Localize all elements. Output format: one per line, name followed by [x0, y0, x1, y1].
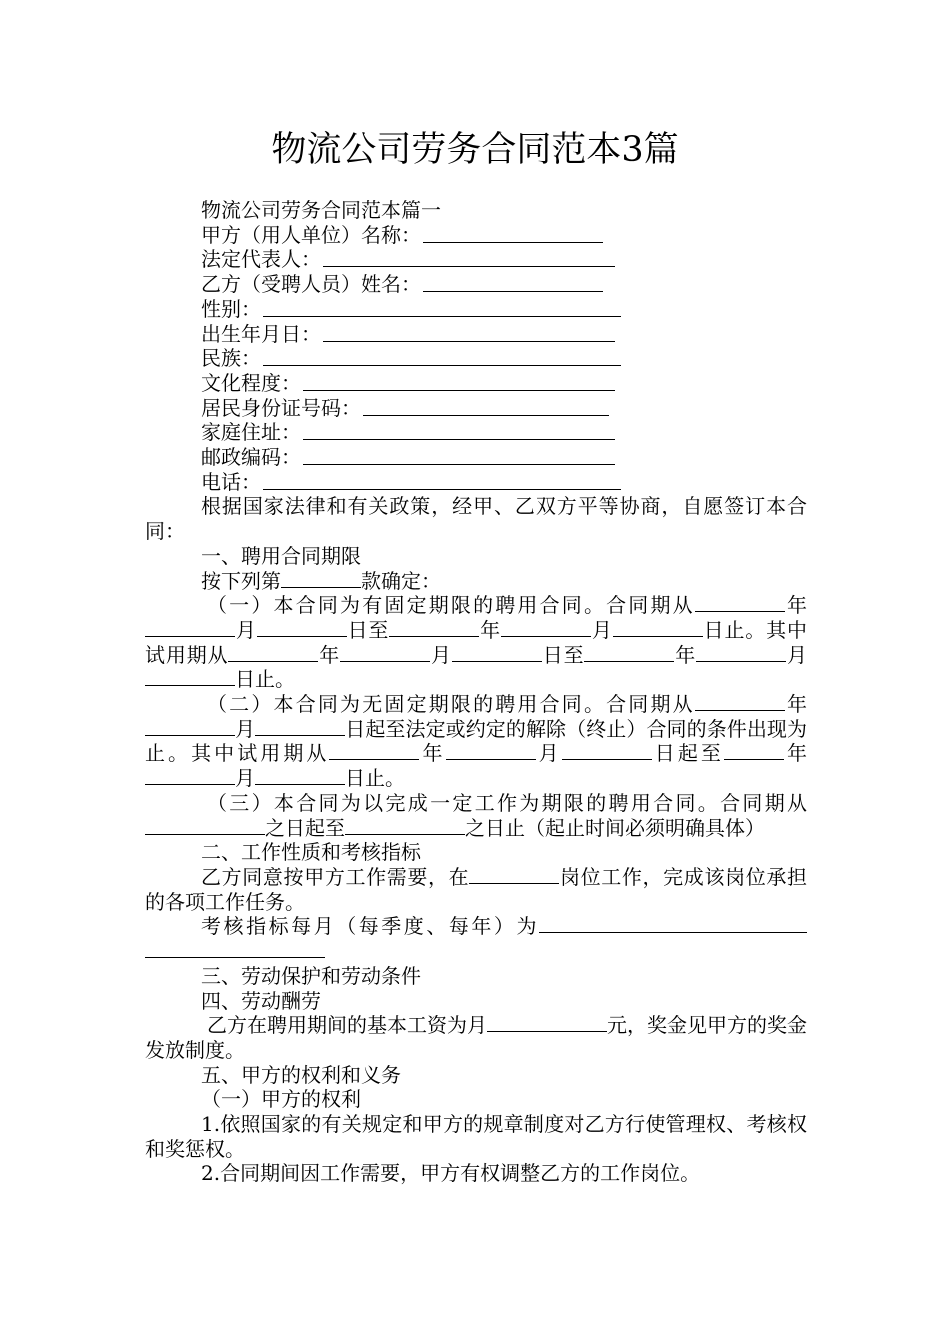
- heading-1: 一、聘用合同期限: [201, 543, 361, 568]
- field-row: [145, 420, 807, 445]
- blank-line: [724, 741, 784, 760]
- blank-line: [323, 322, 615, 342]
- field-row: [145, 371, 807, 396]
- blank-line: [487, 1013, 607, 1032]
- field-row: [145, 297, 807, 322]
- field-label: 民族：: [201, 346, 261, 371]
- field-row: [145, 445, 807, 470]
- field-label: 文化程度：: [201, 370, 301, 395]
- field-row: [145, 346, 807, 371]
- section-heading: 物流公司劳务合同范本篇一: [201, 198, 441, 222]
- field-label: 出生年月日：: [201, 321, 321, 346]
- field-label: 性别：: [201, 296, 261, 321]
- blank-line: [584, 643, 674, 662]
- blank-line: [281, 569, 361, 588]
- blank-line: [255, 766, 345, 785]
- blank-line: [145, 939, 325, 958]
- blank-line: [145, 717, 235, 736]
- blank-line: [452, 643, 542, 662]
- blank-line: [363, 396, 609, 416]
- field-row: [145, 396, 807, 421]
- blank-line: [228, 643, 318, 662]
- blank-line: [696, 643, 786, 662]
- blank-line: [303, 420, 615, 440]
- blank-line: [303, 445, 615, 465]
- document-title: 物流公司劳务合同范本3篇: [271, 130, 679, 170]
- blank-line: [323, 247, 615, 267]
- blank-line: [423, 272, 603, 292]
- blank-line: [613, 618, 703, 637]
- field-row: [145, 470, 807, 495]
- choose-clause: 按下列第 款确定：: [201, 568, 441, 593]
- field-label: 乙方（受聘人员）姓名：: [201, 272, 421, 297]
- field-label: 居民身份证号码：: [201, 395, 361, 420]
- blank-line: [145, 618, 235, 637]
- clause-1: （一）本合同为有固定期限的聘用合同。合同期从 年月 日至 年 月 日止。其中试用期从 年 月 日至 年 月日止。: [145, 593, 808, 692]
- blank-line: [145, 816, 265, 835]
- field-row: [145, 272, 807, 297]
- right-item-1: 1.依照国家的有关规定和甲方的规章制度对乙方行使管理权、考核权和奖惩权。: [145, 1112, 807, 1161]
- heading-3: 三、劳动保护和劳动条件: [201, 963, 421, 988]
- heading-5-1: （一）甲方的权利: [201, 1087, 361, 1112]
- blank-line: [501, 618, 591, 637]
- field-label: 家庭住址：: [201, 420, 301, 445]
- blank-line: [389, 618, 479, 637]
- intro-paragraph: 根据国家法律和有关政策，经甲、乙双方平等协商，自愿签订本合同：: [145, 494, 807, 544]
- blank-line: [345, 816, 465, 835]
- blank-line: [340, 643, 430, 662]
- blank-line: [257, 618, 347, 637]
- blank-line: [469, 865, 559, 884]
- field-label: 甲方（用人单位）名称：: [201, 222, 421, 247]
- field-row: [145, 223, 807, 248]
- kpi-paragraph: 考核指标每月（每季度、每年）为: [145, 914, 807, 963]
- blank-line: [145, 667, 235, 686]
- field-label: 电话：: [201, 469, 261, 494]
- field-label: 邮政编码：: [201, 445, 301, 470]
- blank-line: [263, 297, 621, 317]
- heading-2: 二、工作性质和考核指标: [201, 840, 421, 865]
- heading-5: 五、甲方的权利和义务: [201, 1062, 401, 1087]
- blank-line: [695, 692, 785, 711]
- blank-line: [145, 766, 235, 785]
- blank-line: [329, 741, 419, 760]
- blank-line: [562, 741, 652, 760]
- right-item-2: 2.合同期间因工作需要，甲方有权调整乙方的工作岗位。: [201, 1161, 701, 1186]
- blank-line: [695, 593, 785, 612]
- document-body: [145, 198, 807, 1186]
- blank-line: [255, 717, 345, 736]
- blank-line: [303, 371, 615, 391]
- field-row: [145, 322, 807, 347]
- pay-paragraph: 乙方在聘用期间的基本工资为月 元，奖金见甲方的奖金发放制度。: [145, 1013, 807, 1062]
- heading-4: 四、劳动酬劳: [201, 988, 321, 1013]
- blank-line: [263, 346, 621, 366]
- blank-line: [423, 223, 603, 243]
- blank-line: [446, 741, 536, 760]
- blank-line: [539, 914, 807, 933]
- field-row: [145, 247, 807, 272]
- post-paragraph: 乙方同意按甲方工作需要，在 岗位工作，完成该岗位承担的各项工作任务。: [145, 864, 808, 914]
- blank-line: [263, 470, 621, 490]
- field-label: 法定代表人：: [201, 247, 321, 272]
- clause-3: （三）本合同为以完成一定工作为期限的聘用合同。合同期从之日起至 之日止（起止时间必须明确具体）: [145, 791, 807, 840]
- clause-2: （二）本合同为无固定期限的聘用合同。合同期从 年月 日起至法定或约定的解除（终止）合同的条件出现为止。其中试用期从 年 月 日起至 年月 日止。: [145, 692, 808, 791]
